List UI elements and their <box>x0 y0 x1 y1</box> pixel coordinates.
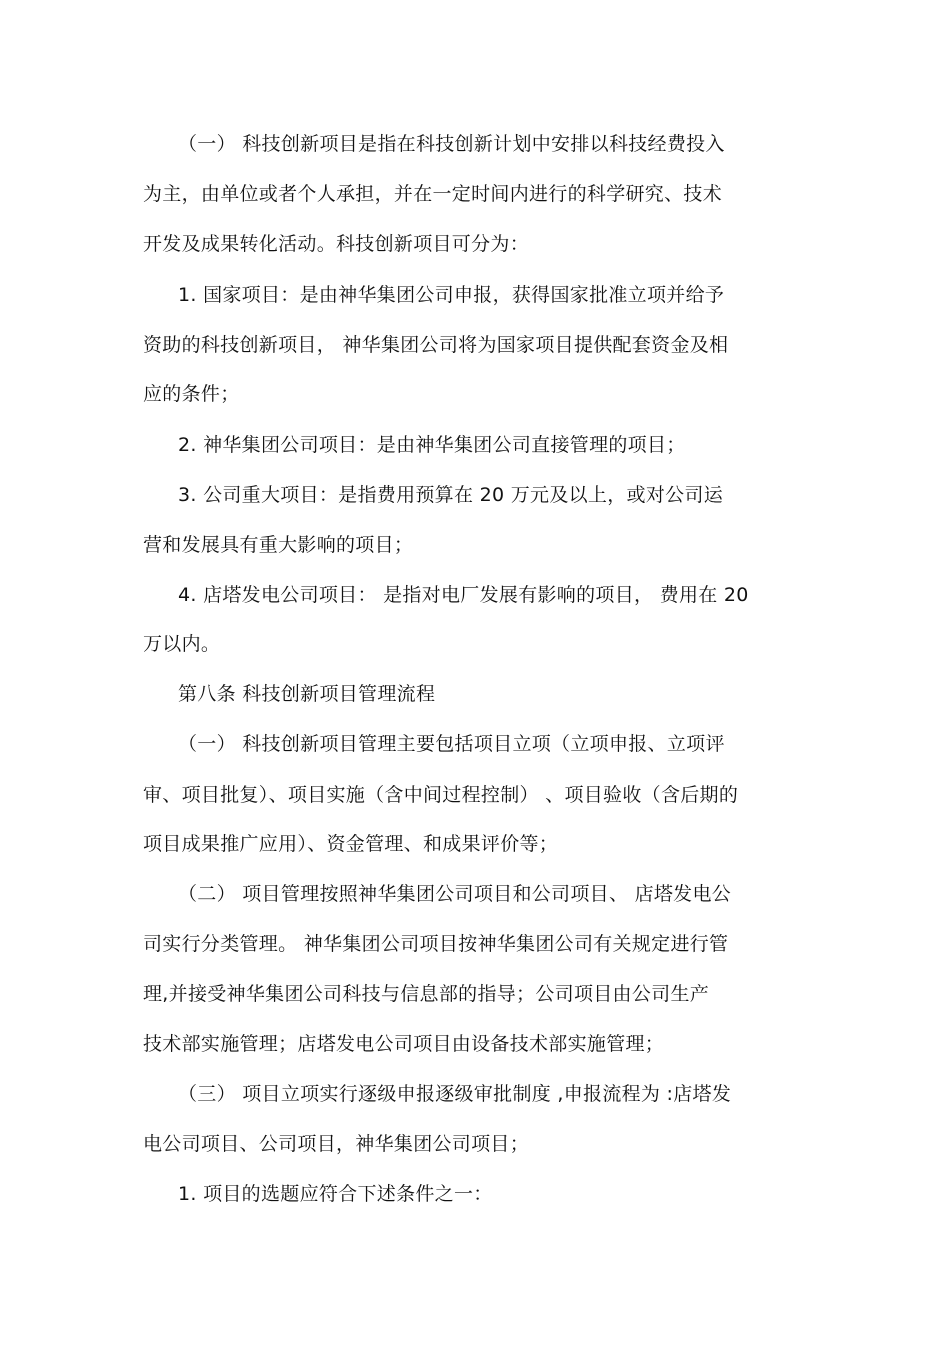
paragraph-line: 2. 神华集团公司项目：是由神华集团公司直接管理的项目； <box>178 434 686 456</box>
paragraph-line: 3. 公司重大项目：是指费用预算在 20 万元及以上，或对公司运 <box>178 484 724 506</box>
section-heading: 第八条 科技创新项目管理流程 <box>178 683 436 705</box>
paragraph-line: 司实行分类管理。 神华集团公司项目按神华集团公司有关规定进行管 <box>143 933 729 955</box>
paragraph-line: 项目成果推广应用）、资金管理、和成果评价等； <box>143 833 559 855</box>
paragraph-line: （一） 科技创新项目管理主要包括项目立项（立项申报、立项评 <box>178 733 725 755</box>
paragraph-line: 审、项目批复）、项目实施（含中间过程控制） 、项目验收（含后期的 <box>143 784 739 806</box>
paragraph-line: 营和发展具有重大影响的项目； <box>143 534 414 556</box>
paragraph-line: 技术部实施管理；店塔发电公司项目由设备技术部实施管理； <box>143 1033 665 1055</box>
paragraph-line: （三） 项目立项实行逐级申报逐级审批制度 ,申报流程为 :店塔发 <box>178 1083 732 1105</box>
paragraph-line: 1. 国家项目：是由神华集团公司申报，获得国家批准立项并给予 <box>178 284 725 306</box>
paragraph-line: 应的条件； <box>143 383 240 405</box>
paragraph-line: （一） 科技创新项目是指在科技创新计划中安排以科技经费投入 <box>178 133 725 155</box>
paragraph-line: 为主，由单位或者个人承担，并在一定时间内进行的科学研究、技术 <box>143 183 723 205</box>
paragraph-line: 万以内。 <box>143 633 221 655</box>
paragraph-line: 资助的科技创新项目， 神华集团公司将为国家项目提供配套资金及相 <box>143 334 729 356</box>
paragraph-line: 理,并接受神华集团公司科技与信息部的指导；公司项目由公司生产 <box>143 983 710 1005</box>
paragraph-line: 4. 店塔发电公司项目： 是指对电厂发展有影响的项目， 费用在 20 <box>178 584 749 606</box>
paragraph-line: 开发及成果转化活动。科技创新项目可分为： <box>143 233 530 255</box>
paragraph-line: 电公司项目、公司项目，神华集团公司项目； <box>143 1133 530 1155</box>
paragraph-line: （二） 项目管理按照神华集团公司项目和公司项目、 店塔发电公 <box>178 883 732 905</box>
paragraph-line: 1. 项目的选题应符合下述条件之一： <box>178 1183 493 1205</box>
